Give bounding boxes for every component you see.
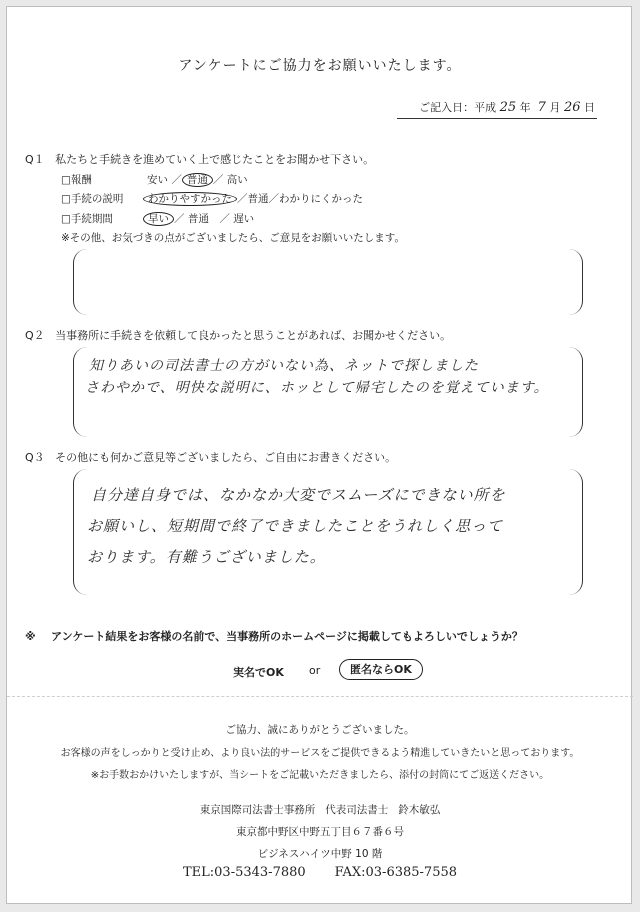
date-day: 26 — [563, 100, 581, 115]
q3-answer-line-2: お願いし、短期間で終了できましたことをうれしく思って — [87, 517, 504, 535]
option-fast-selected: 早い — [143, 212, 174, 226]
office-tel: TEL:03-5343-7880 — [182, 865, 306, 880]
office-rep-name: 鈴木敏弘 — [398, 804, 441, 816]
q1-row-fee-item: □報酬 — [61, 174, 92, 186]
date-year: 25 — [499, 100, 517, 115]
option-explanation-normal: 普通 — [247, 193, 269, 205]
option-slow: 遅い — [233, 213, 255, 225]
page-title: アンケートにご協力をお願いいたします。 — [178, 58, 462, 74]
q1-row-period — [61, 211, 113, 226]
option-unclear: わかりにくかった — [279, 193, 363, 205]
q1-row-explanation-item: □手続の説明 — [61, 193, 124, 205]
survey-sheet — [6, 6, 632, 904]
office-header — [7, 802, 633, 817]
q1-row-explanation — [61, 191, 123, 206]
option-expensive: 高い — [226, 174, 248, 186]
office-fax: FAX:03-6385-7558 — [334, 865, 458, 880]
q3-answer-line-1: 自分達自身では、なかなか大変でスムーズにできない所を — [91, 486, 506, 504]
date-month: 7 — [537, 100, 546, 115]
q1-row-period-item: □手続期間 — [61, 213, 113, 225]
q2-label: Q２ — [25, 329, 45, 342]
q1-label: Q１ — [25, 153, 45, 166]
date-month-unit: 月 — [549, 101, 561, 114]
q3-text: その他にも何かご意見等ございましたら、ご自由にお書きください。 — [55, 451, 397, 464]
q1-row-explanation-options: わかりやすかった ／普通／わかりにくかった — [143, 191, 363, 206]
date-label: ご記入日：平成 — [419, 101, 497, 114]
q3-question — [25, 449, 396, 465]
thanks-line-3: ※お手数おかけいたしますが、当シートをご記載いただきましたら、添付の封筒にてご返送ください。 — [90, 770, 550, 781]
q3-label: Q３ — [25, 451, 45, 464]
option-cheap: 安い — [147, 174, 168, 186]
q2-answer-line-1: 知りあいの司法書士の方がいない為、ネットで探しました — [89, 358, 479, 374]
entry-date — [419, 99, 595, 115]
q2-question — [25, 327, 451, 343]
q1-comment-box — [73, 249, 583, 315]
q1-row-fee-options: 安い ／ 普通 ／ 高い — [147, 174, 248, 186]
option-clear-selected: わかりやすかった — [143, 192, 237, 206]
office-building: ビジネスハイツ中野 10 階 — [257, 848, 383, 860]
q1-row-period-options: 早い ／ 普通 ／ 遅い — [143, 211, 254, 226]
q3-answer-line-3: おります。有難うございました。 — [87, 548, 326, 566]
office-contact — [7, 865, 633, 880]
option-or: or — [309, 664, 321, 677]
option-normal-selected: 普通 — [182, 173, 213, 187]
divider — [7, 696, 633, 697]
office-address: 東京都中野区中野五丁目６７番６号 — [236, 826, 404, 838]
date-day-unit: 日 — [584, 101, 595, 114]
option-anonymous-selected — [339, 661, 423, 677]
q1-note: ※その他、お気づきの点がございましたら、ご意見をお願いいたします。 — [61, 232, 405, 244]
thanks-line-2: お客様の声をしっかりと受け止め、より良い法的サービスをご提供できるよう精進していきたいと思っております。 — [60, 748, 580, 759]
thanks-line-1: ご協力、誠にありがとうございました。 — [225, 724, 415, 736]
date-underline — [397, 118, 597, 119]
publish-text: アンケート結果をお客様の名前で、当事務所のホームページに掲載してもよろしいでしょうか？ — [51, 630, 523, 643]
option-anonymous-label: 匿名ならOK — [339, 659, 423, 680]
option-real-name: 実名でOK — [233, 666, 284, 679]
date-year-unit: 年 — [519, 101, 531, 114]
q2-text: 当事務所に手続きを依頼して良かったと思うことがあれば、お聞かせください。 — [55, 329, 452, 342]
publish-question — [25, 628, 523, 644]
q1-text: 私たちと手続きを進めていく上で感じたことをお聞かせ下さい。 — [55, 153, 375, 166]
q2-answer-line-2: さわやかで、明快な説明に、ホッとして帰宅したのを覚えています。 — [85, 380, 549, 396]
office-name: 東京国際司法書士事務所 — [199, 804, 316, 816]
q1-row-fee — [61, 172, 92, 187]
option-period-normal: 普通 — [187, 213, 209, 225]
q1-question — [25, 151, 374, 167]
office-rep-title: 代表司法書士 — [325, 804, 389, 816]
publish-mark: ※ — [25, 630, 36, 643]
